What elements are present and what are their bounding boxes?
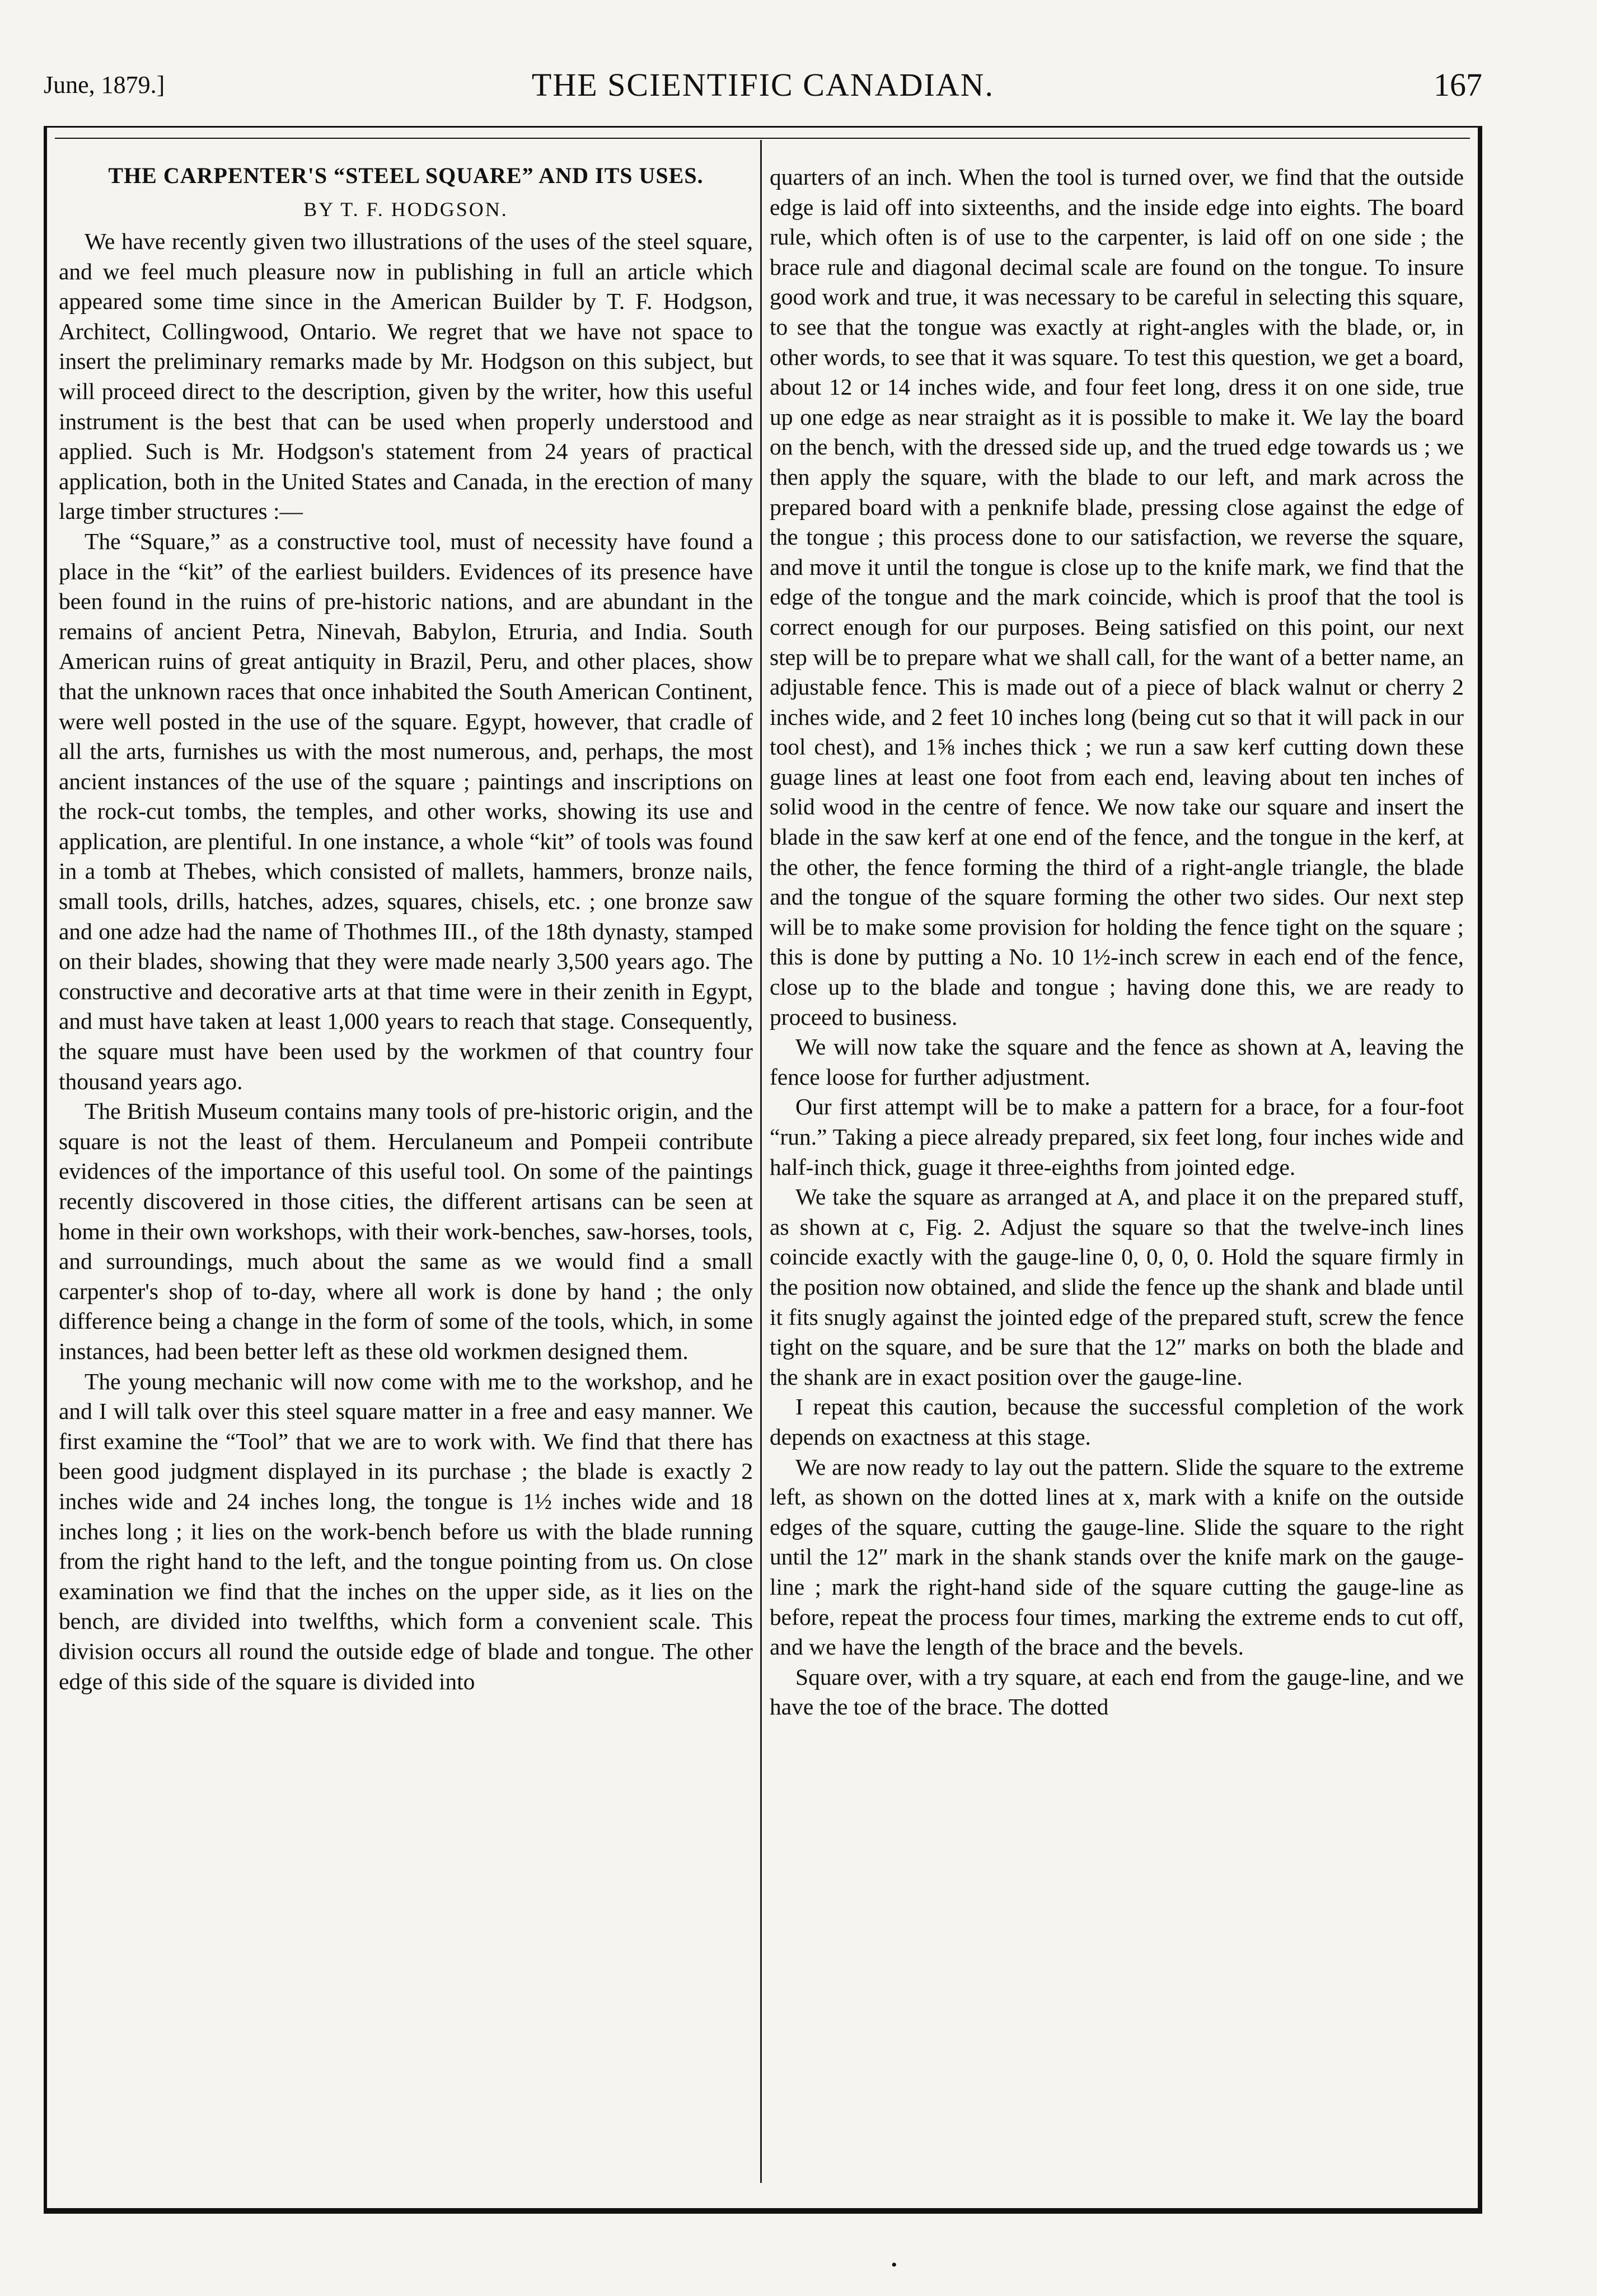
inner-rule <box>55 138 1470 139</box>
paragraph: We will now take the square and the fence as shown at A, leaving the fence loose for further adjustment. <box>770 1034 1464 1090</box>
paragraph: I repeat this caution, because the successful completion of the work depends on exactness at this stage. <box>770 1394 1464 1450</box>
running-head <box>44 66 1482 116</box>
issue-date: June, 1879.] <box>44 71 165 99</box>
paragraph: The “Square,” as a constructive tool, must of necessity have found a place in the “kit” of the earliest builders. Evidences of its presence have been found in the ruins of pre-historic nations, and are abundant in the remains of ancient Petra, Ninevah, Babylon, Etruria, and India. South American ruins of great antiquity in Brazil, Peru, and other places, show that the unknown races that once inhabited the South American Continent, were well posted in the use of the square. Egypt, however, that cradle of all the arts, furnishes us with the most numerous, and, perhaps, the most ancient instances of the use of the square ; paintings and inscriptions on the rock-cut tombs, the temples, and other works, showing its use and application, are plentiful. In one instance, a whole “kit” of tools was found in a tomb at Thebes, which consisted of mallets, hammers, bronze nails, small tools, drills, hatches, adzes, squares, chisels, etc. ; one bronze saw and one adze had the name of Thothmes III., of the 18th dynasty, stamped on their blades, showing that they were made nearly 3,500 years ago. The constructive and decorative arts at that time were in their zenith in Egypt, and must have taken at least 1,000 years to reach that stage. Consequently, the square must have been used by the workmen of that country four thousand years ago. <box>59 528 753 1094</box>
paragraph: Our first attempt will be to make a pattern for a brace, for a four-foot “run.” Taking a piece already prepared, six feet long, four inches wide and half-inch thick, guage it three-eighths from jointed edge. <box>770 1094 1464 1180</box>
paragraph: We are now ready to lay out the pattern. Slide the square to the extreme left, as shown on the dotted lines at x, mark with a knife on the outside edges of the square, cutting the gauge-line. Slide the square to the right until the 12″ mark in the shank stands over the knife mark on the gauge-line ; mark the right-hand side of the square cutting the gauge-line as before, repeat the process four times, marking the extreme ends to cut off, and we have the length of the brace and the bevels. <box>770 1454 1464 1660</box>
paragraph: Square over, with a try square, at each end from the gauge-line, and we have the toe of the brace. The dotted <box>770 1664 1464 1720</box>
paragraph: The young mechanic will now come with me to the workshop, and he and I will talk over this steel square matter in a free and easy manner. We first examine the “Tool” that we are to work with. We find that there has been good judgment displayed in its purchase ; the blade is exactly 2 inches wide and 24 inches long, the tongue is 1½ inches wide and 18 inches long ; it lies on the work-bench before us with the blade running from the right hand to the left, and the tongue pointing from us. On close examination we find that the inches on the upper side, as it lies on the bench, are divided into twelfths, which form a convenient scale. This division occurs all round the outside edge of blade and tongue. The other edge of this side of the square is divided into <box>59 1368 753 1694</box>
print-dot: • <box>891 2256 897 2274</box>
paragraph: We take the square as arranged at A, and place it on the prepared stuff, as shown at c, Fig. 2. Adjust the square so that the twelve-inch lines coincide exactly with the gauge-line 0, 0, 0, 0. Hold the square firmly in the position now obtained, and slide the fence up the shank and blade until it fits snugly against the jointed edge of the prepared stuft, screw the fence tight on the square, and be sure that the 12″ marks on both the blade and the shank are in exact position over the gauge-line. <box>770 1184 1464 1390</box>
column-divider <box>760 140 762 2183</box>
paragraph: We have recently given two illustrations of the uses of the steel square, and we feel much pleasure now in publishing in full an article which appeared some time since in the American Builder by T. F. Hodgson, Architect, Collingwood, Ontario. We regret that we have not space to insert the preliminary remarks made by Mr. Hodgson on this subject, but will proceed direct to the description, given by the writer, how this useful instrument is the best that can be used when properly understood and applied. Such is Mr. Hodgson's statement from 24 years of practical application, both in the United States and Canada, in the erection of many large timber structures :— <box>59 228 753 524</box>
left-column <box>59 140 753 2183</box>
article-title: THE CARPENTER'S “STEEL SQUARE” AND ITS USES. <box>108 163 704 188</box>
page-number: 167 <box>1434 67 1482 103</box>
article-byline: BY T. F. HODGSON. <box>303 198 508 221</box>
paragraph: quarters of an inch. When the tool is turned over, we find that the outside edge is laid off into sixteenths, and the inside edge into eights. The board rule, which often is of use to the carpenter, is laid off on one side ; the brace rule and diagonal decimal scale are found on the tongue. To insure good work and true, it was necessary to be careful in selecting this square, to see that the tongue was exactly at right-angles with the blade, or, in other words, to see that it was square. To test this question, we get a board, about 12 or 14 inches wide, and four feet long, dress it on one side, true up one edge as near straight as it is possible to make it. We lay the board on the bench, with the dressed side up, and the trued edge towards us ; we then apply the square, with the blade to our left, and mark across the prepared board with a penknife blade, pressing close against the edge of the tongue ; this process done to our satisfaction, we reverse the square, and move it until the tongue is close up to the knife mark, we find that the edge of the tongue and the mark coincide, which is proof that the tool is correct enough for our purposes. Being satisfied on this point, our next step will be to prepare what we shall call, for the want of a better name, an adjustable fence. This is made out of a piece of black walnut or cherry 2 inches wide, and 2 feet 10 inches long (being cut so that it will pack in our tool chest), and 1⅝ inches thick ; we run a saw kerf cutting down these guage lines at least one foot from each end, leaving about ten inches of solid wood in the centre of fence. We now take our square and insert the blade in the saw kerf at one end of the fence, and the tongue in the kerf, at the other, the fence forming the third of a right-angle triangle, the blade and the tongue of the square forming the other two sides. Our next step will be to make some provision for holding the fence tight on the square ; this is done by putting a No. 10 1½-inch screw in each end of the fence, close up to the blade and tongue ; having done this, we are ready to proceed to business. <box>770 164 1464 1030</box>
journal-title: THE SCIENTIFIC CANADIAN. <box>531 67 995 103</box>
paragraph: The British Museum contains many tools of pre-historic origin, and the square is not the least of them. Herculaneum and Pompeii contribute evidences of the importance of this useful tool. On some of the paintings recently discovered in those cities, the different artisans can be seen at home in their own workshops, with their work-benches, saw-horses, tools, and surroundings, much about the same as we would find a small carpenter's shop of to-day, where all work is done by hand ; the only difference being a change in the form of some of the tools, which, in some instances, had been better left as these old workmen designed them. <box>59 1098 753 1364</box>
right-column <box>770 140 1464 2183</box>
